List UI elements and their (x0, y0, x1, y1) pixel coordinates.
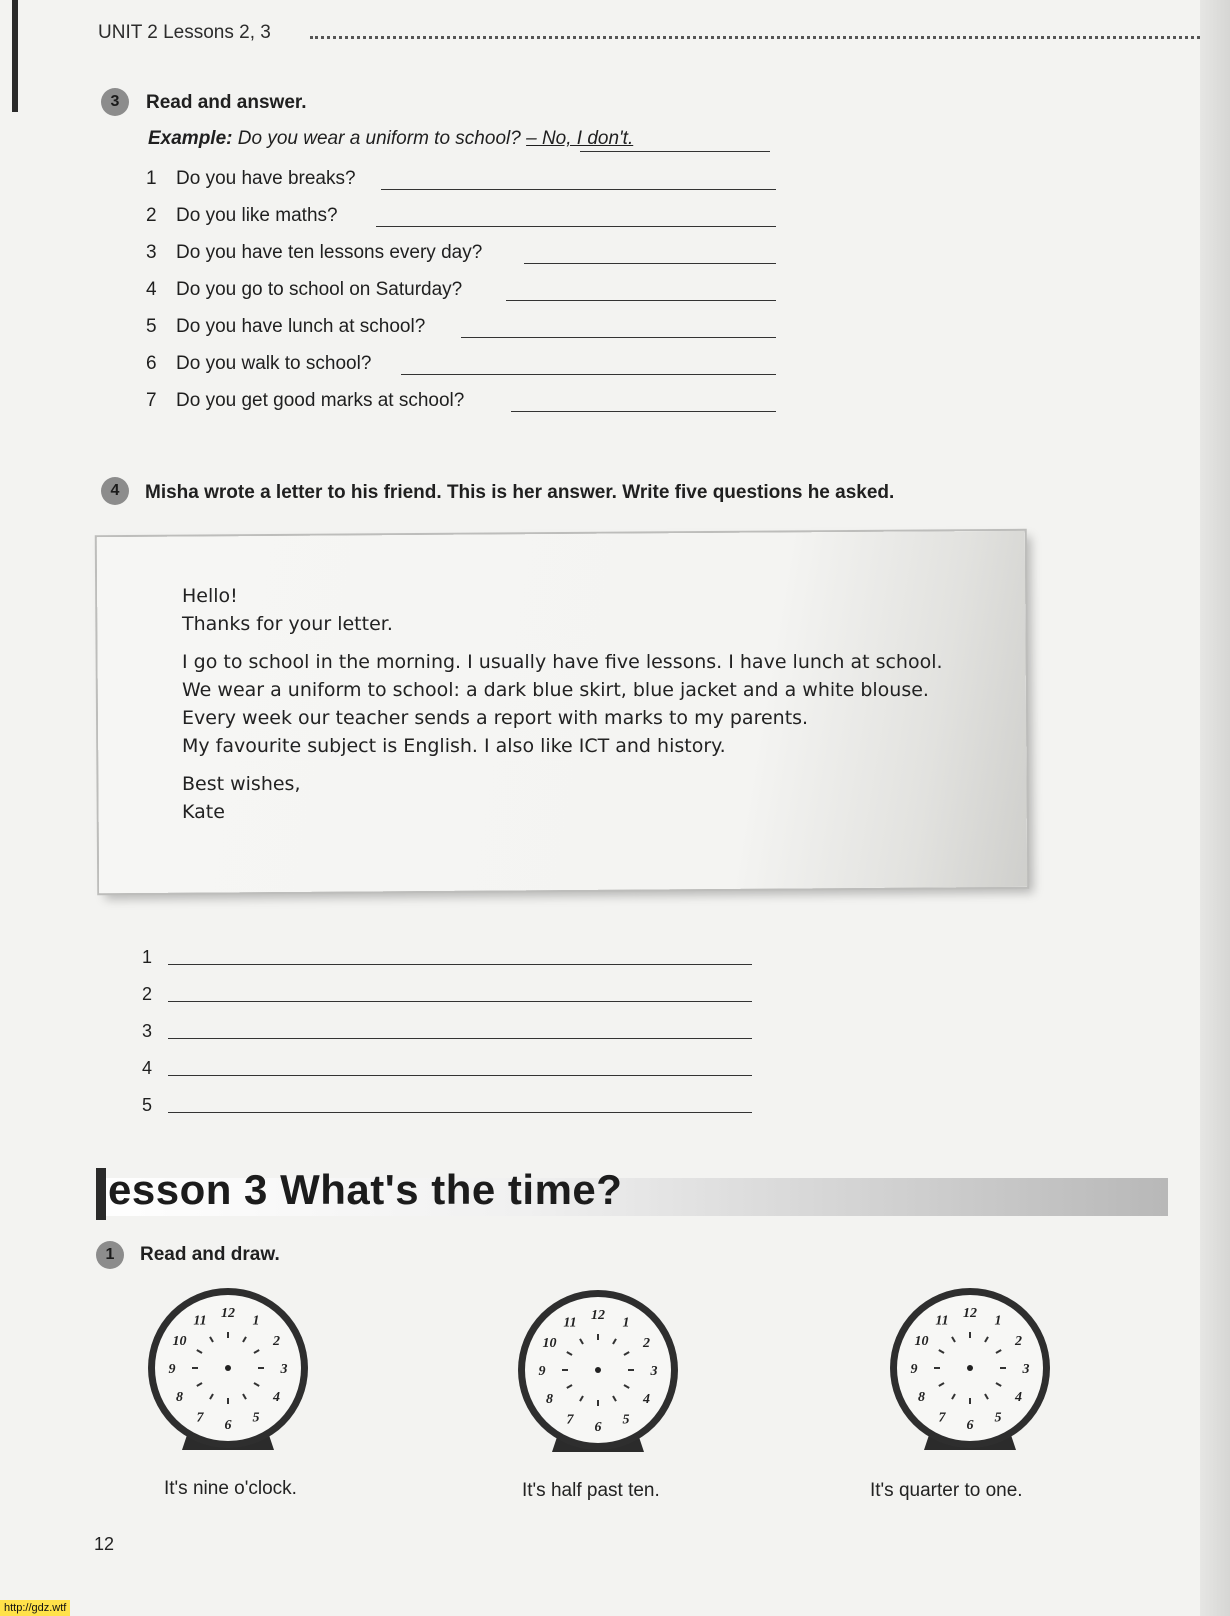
unit-header: UNIT 2 Lessons 2, 3 (98, 22, 271, 43)
question-row (146, 279, 776, 305)
answer-field[interactable] (524, 263, 776, 264)
clock-numeral: 9 (910, 1362, 918, 1377)
clock-numeral: 8 (546, 1392, 554, 1407)
lesson-3-exercise-1-badge: 1 (96, 1241, 124, 1269)
clock-center (595, 1367, 601, 1373)
clock-numeral: 4 (272, 1390, 280, 1405)
question-answer-row (142, 1095, 752, 1119)
answer-field[interactable] (401, 374, 776, 375)
clock-numeral: 6 (966, 1418, 974, 1433)
answer-field[interactable] (381, 189, 776, 190)
answer-field[interactable] (168, 964, 752, 965)
clock-numeral: 9 (538, 1364, 546, 1379)
question-row (146, 390, 776, 416)
example-answer: – No, I don't. (526, 128, 634, 149)
exercise-4-title: Misha wrote a letter to his friend. This is her answer. Write five questions he asked. (145, 482, 895, 503)
clock-numeral: 9 (168, 1362, 176, 1377)
letter-line: Thanks for your letter. (182, 613, 393, 635)
question-number: 3 (146, 242, 157, 263)
clock-numeral: 2 (642, 1336, 650, 1351)
clock-numeral: 8 (918, 1390, 926, 1405)
clock-numeral: 3 (650, 1364, 658, 1379)
answer-number: 2 (142, 984, 153, 1004)
question-number: 2 (146, 205, 157, 226)
question-text: Do you get good marks at school? (176, 390, 465, 411)
clock-numeral: 5 (994, 1410, 1002, 1426)
page-number: 12 (94, 1534, 115, 1554)
letter-line: Every week our teacher sends a report with marks to my parents. (182, 707, 809, 729)
clock-numeral: 10 (542, 1336, 557, 1351)
clock-numeral: 1 (994, 1313, 1002, 1329)
clock-drawing (516, 1286, 680, 1466)
question-answer-row (142, 947, 752, 971)
question-answer-row (142, 984, 752, 1008)
lesson-title-initial-bar (96, 1168, 106, 1220)
answer-field[interactable] (376, 226, 776, 227)
unit-marker-bar (12, 0, 18, 112)
question-number: 6 (146, 353, 157, 374)
clock-numeral: 12 (963, 1306, 977, 1321)
letter-greeting: Hello! (182, 585, 238, 607)
question-answer-row (142, 1058, 752, 1082)
clock-numeral: 5 (622, 1412, 630, 1428)
clock-numeral: 11 (193, 1313, 207, 1329)
clock-numeral: 11 (563, 1315, 577, 1331)
answer-field[interactable] (168, 1038, 752, 1039)
clock-numeral: 1 (252, 1313, 260, 1329)
example-answer-line (580, 151, 770, 152)
clock-numeral: 5 (252, 1410, 260, 1426)
exercise-3-example (148, 128, 633, 150)
question-number: 5 (146, 316, 157, 337)
answer-number: 5 (142, 1095, 153, 1115)
clock-numeral: 11 (935, 1313, 949, 1329)
lesson-3-exercise-1-title: Read and draw. (140, 1244, 280, 1265)
question-row (146, 316, 776, 342)
question-row (146, 205, 776, 231)
answer-field[interactable] (168, 1075, 752, 1076)
letter-line: I go to school in the morning. I usually have five lessons. I have lunch at school. (182, 651, 943, 673)
clock-caption: It's quarter to one. (870, 1480, 1023, 1501)
question-text: Do you go to school on Saturday? (176, 279, 463, 300)
letter-line: My favourite subject is English. I also like ICT and history. (182, 735, 726, 757)
clock-center (967, 1365, 973, 1371)
question-number: 4 (146, 279, 157, 300)
clock-numeral: 1 (622, 1315, 630, 1331)
clock-caption: It's nine o'clock. (164, 1478, 297, 1499)
question-row (146, 353, 776, 379)
answer-number: 4 (142, 1058, 153, 1078)
source-watermark: http://gdz.wtf (0, 1600, 70, 1616)
question-text: Do you have ten lessons every day? (176, 242, 483, 263)
example-question: Do you wear a uniform to school? (237, 128, 521, 149)
answer-number: 1 (142, 947, 153, 967)
example-label: Example: (148, 128, 233, 149)
lesson-3-title: esson 3 What's the time? (108, 1166, 623, 1213)
clock-center (225, 1365, 231, 1371)
clock-drawing (146, 1284, 310, 1464)
answer-number: 3 (142, 1021, 153, 1041)
clock-numeral: 6 (224, 1418, 232, 1433)
question-row (146, 168, 776, 194)
letter-line: We wear a uniform to school: a dark blue skirt, blue jacket and a white blouse. (182, 679, 929, 701)
clock-numeral: 3 (280, 1362, 288, 1377)
letter-closing: Best wishes, (182, 773, 301, 795)
answer-field[interactable] (511, 411, 776, 412)
header-dotted-rule (310, 36, 1200, 39)
clock-face[interactable] (516, 1286, 680, 1466)
question-row (146, 242, 776, 268)
exercise-3-title: Read and answer. (146, 92, 307, 113)
clock-numeral: 4 (642, 1392, 650, 1407)
clock-numeral: 12 (221, 1306, 235, 1321)
exercise-3-badge: 3 (101, 88, 129, 116)
clock-numeral: 7 (196, 1410, 204, 1426)
clock-numeral: 7 (566, 1412, 574, 1428)
kate-letter (182, 582, 943, 826)
answer-field[interactable] (506, 300, 776, 301)
clock-numeral: 4 (1014, 1390, 1022, 1405)
clock-numeral: 10 (172, 1334, 187, 1349)
clock-numeral: 8 (176, 1390, 184, 1405)
question-text: Do you like maths? (176, 205, 338, 226)
clock-caption: It's half past ten. (522, 1480, 660, 1501)
letter-signature: Kate (182, 801, 225, 823)
question-text: Do you walk to school? (176, 353, 372, 374)
clock-numeral: 2 (1014, 1334, 1022, 1349)
clock-numeral: 12 (591, 1308, 605, 1323)
page-edge-shadow (1200, 0, 1230, 1616)
clock-numeral: 10 (914, 1334, 929, 1349)
clock-numeral: 2 (272, 1334, 280, 1349)
clock-drawing (888, 1284, 1052, 1464)
clock-face[interactable] (146, 1284, 310, 1464)
answer-field[interactable] (461, 337, 776, 338)
question-number: 7 (146, 390, 157, 411)
clock-numeral: 7 (938, 1410, 946, 1426)
answer-field[interactable] (168, 1001, 752, 1002)
question-text: Do you have breaks? (176, 168, 356, 189)
answer-field[interactable] (168, 1112, 752, 1113)
question-number: 1 (146, 168, 157, 189)
question-answer-row (142, 1021, 752, 1045)
exercise-4-badge: 4 (101, 477, 129, 505)
clock-face[interactable] (888, 1284, 1052, 1464)
question-text: Do you have lunch at school? (176, 316, 426, 337)
clock-numeral: 6 (594, 1420, 602, 1435)
clock-numeral: 3 (1022, 1362, 1030, 1377)
